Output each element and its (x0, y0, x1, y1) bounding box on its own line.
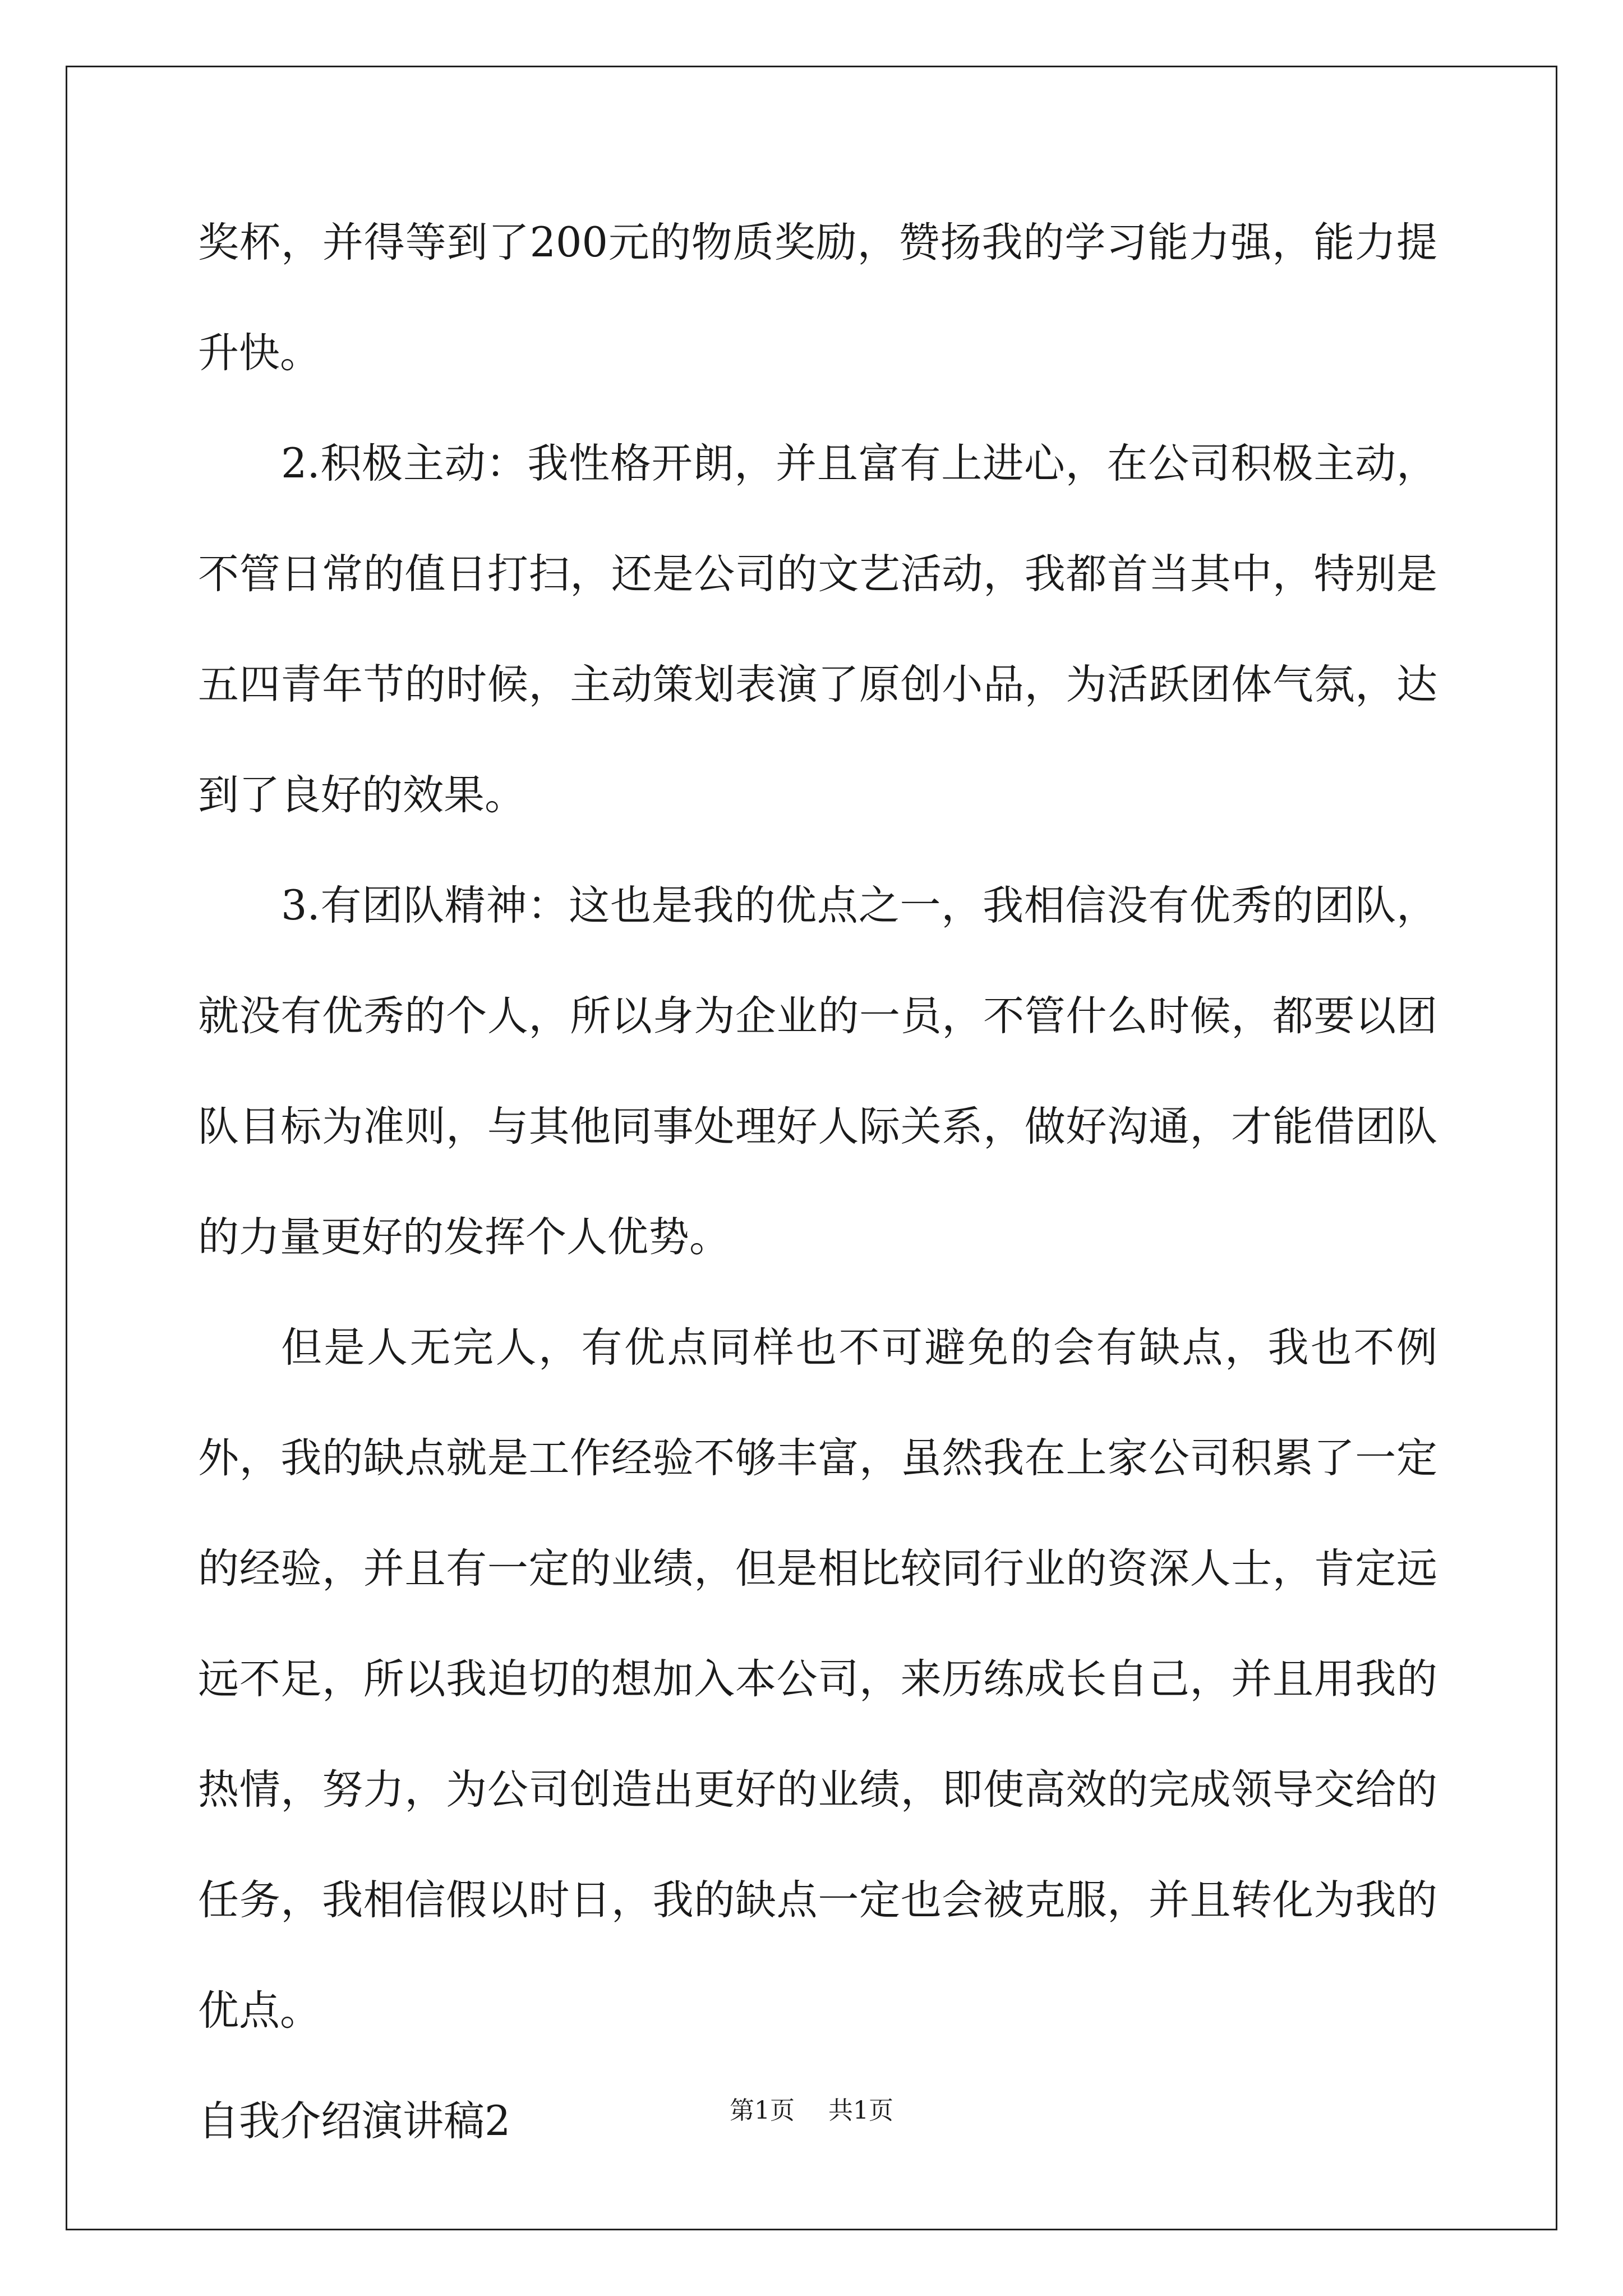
page-total: 共1页 (828, 2096, 893, 2125)
paragraph-shortcomings: 但是人无完人，有优点同样也不可避免的会有缺点，我也不例外，我的缺点就是工作经验不够丰富，虽然我在上家公司积累了一定的经验，并且有一定的业绩，但是相比较同行业的资深人士，肯定远远不足，所以我迫切的想加入本公司，来历练成长自己，并且用我的热情，努力，为公司创造出更好的业绩，即使高效的完成领导交给的任务，我相信假以时日，我的缺点一定也会被克服，并且转化为我的优点。 (198, 1324, 1437, 2035)
paragraph-continued: 奖杯，并得等到了200元的物质奖励，赞扬我的学习能力强，能力提升快。 (198, 219, 1437, 377)
section-heading: 自我介绍演讲稿2 (198, 2097, 511, 2145)
document-body (198, 187, 1437, 2177)
page-footer (0, 2090, 1623, 2126)
page-number: 第1页 (730, 2096, 795, 2125)
paragraph-teamwork: 3.有团队精神：这也是我的优点之一，我相信没有优秀的团队，就没有优秀的个人，所以身为企业的一员，不管什么时候，都要以团队目标为准则，与其他同事处理好人际关系，做好沟通，才能借团队的力量更好的发挥个人优势。 (198, 882, 1437, 1261)
paragraph-proactive: 2.积极主动：我性格开朗，并且富有上进心，在公司积极主动，不管日常的值日打扫，还是公司的文艺活动，我都首当其中，特别是五四青年节的时候，主动策划表演了原创小品，为活跃团体气氛，达到了良好的效果。 (198, 440, 1437, 819)
